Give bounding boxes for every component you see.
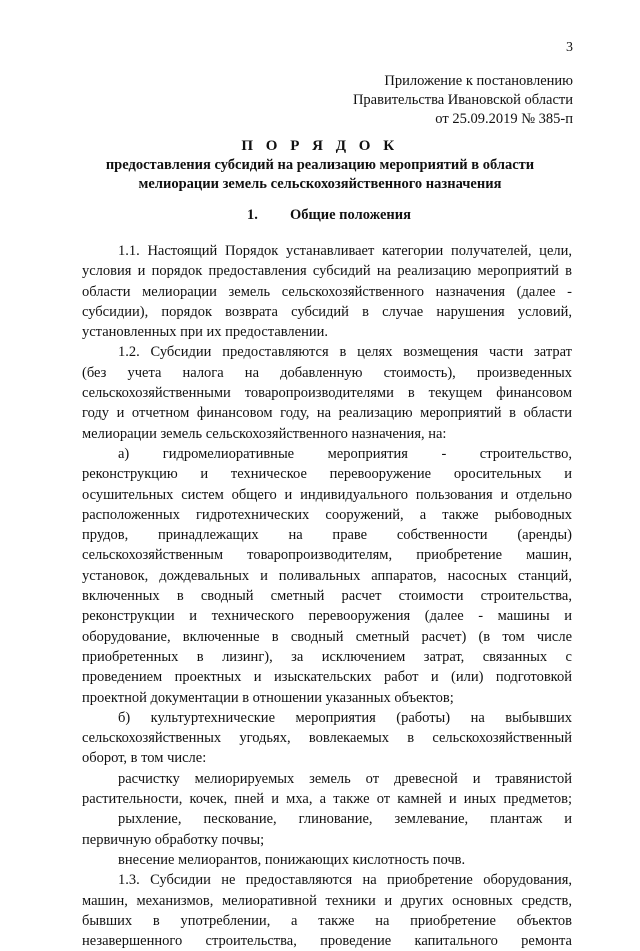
body-line: 1.2. Субсидии предоставляются в целях возмещения части затрат	[118, 344, 572, 361]
body-line: (без учета налога на добавленную стоимость), произведенных	[82, 364, 572, 381]
section-name: Общие положения	[290, 207, 411, 223]
body-line: бывших в употреблении, а также на приобретение объектов	[82, 912, 572, 929]
body-line: расчистку мелиорируемых земель от древесной и травянистой	[118, 770, 572, 787]
approval-line-2: Правительства Ивановской области	[352, 92, 573, 108]
body-line: прудов, принадлежащих на праве собственности (аренды)	[82, 527, 572, 544]
body-line: сельскохозяйственных угодьях, вовлекаемых в сельскохозяйственный	[82, 730, 572, 747]
body-line: сельскохозяйственным товаропроизводителям, приобретение машин,	[82, 547, 572, 564]
body-line: оборудование, включенные в сводный сметный расчет) (в том числе	[82, 628, 572, 645]
body-line: условия и порядок предоставления субсидий на реализацию мероприятий в	[82, 263, 572, 280]
body-line: осушительных систем общего и индивидуального пользования и отдельно	[82, 486, 572, 503]
body-line: б) культуртехнические мероприятия (работы) на выбывших	[118, 709, 572, 726]
body-line: реконструкции и технического перевооружения (далее - машины и	[82, 608, 572, 625]
body-line: проведением проектных и изыскательских работ и (или) подготовкой	[82, 669, 572, 686]
body-line: области мелиорации земель сельскохозяйственного назначения (далее -	[82, 283, 572, 300]
body-line: оборот, в том числе:	[82, 750, 207, 767]
body-line: растительности, кочек, пней и мха, а также от камней и иных предметов;	[82, 791, 572, 808]
body-line: включенных в сводный сметный расчет стоимости строительства,	[82, 588, 572, 605]
body-line: первичную обработку почвы;	[82, 831, 265, 848]
body-line: сельскохозяйственными товаропроизводителями в текущем финансовом	[82, 385, 572, 402]
approval-line-3: от 25.09.2019 № 385-п	[435, 111, 573, 127]
body-line: проектной документации в отношении указанных объектов;	[82, 689, 454, 706]
body-line: внесение мелиорантов, понижающих кислотность почв.	[118, 851, 466, 868]
subtitle-line-1: предоставления субсидий на реализацию мероприятий в области	[105, 157, 535, 173]
document-body	[82, 241, 572, 951]
body-line: рыхление, пескование, глинование, землевание, плантаж и	[118, 811, 572, 828]
body-line: незавершенного строительства, проведение капитального ремонта	[82, 933, 572, 950]
subtitle-line-2: мелиорации земель сельскохозяйственного назначения	[138, 176, 502, 192]
body-line: 1.3. Субсидии не предоставляются на приобретение оборудования,	[118, 872, 572, 889]
document-subtitle	[0, 156, 640, 194]
body-line: 1.1. Настоящий Порядок устанавливает категории получателей, цели,	[118, 243, 572, 259]
body-line: мелиорации земель сельскохозяйственного назначения, на:	[82, 425, 447, 442]
body-line: установленных при их предоставлении.	[82, 324, 328, 341]
body-line: субсидии), порядок возврата субсидий в случае нарушения условий,	[82, 303, 572, 320]
approval-line-1: Приложение к постановлению	[384, 73, 573, 89]
approval-block	[353, 72, 573, 129]
body-line: приобретенных в лизинг), за исключением затрат, связанных с	[82, 648, 572, 665]
body-line: машин, механизмов, мелиоративной техники и других основных средств,	[82, 892, 572, 909]
body-line: году и отчетном финансовом году, на реализацию мероприятий в области	[82, 405, 572, 422]
body-line: реконструкцию и техническое перевооружение оросительных и	[82, 466, 572, 483]
page-number: 3	[566, 40, 573, 55]
body-line: а) гидромелиоративные мероприятия - строительство,	[118, 445, 572, 462]
section-number: 1.	[247, 207, 258, 223]
document-title: П О Р Я Д О К	[241, 138, 399, 154]
body-line: расположенных гидротехнических сооружений, а также рыбоводных	[82, 506, 572, 523]
body-line: установок, дождевальных и поливальных аппаратов, насосных станций,	[82, 567, 572, 584]
